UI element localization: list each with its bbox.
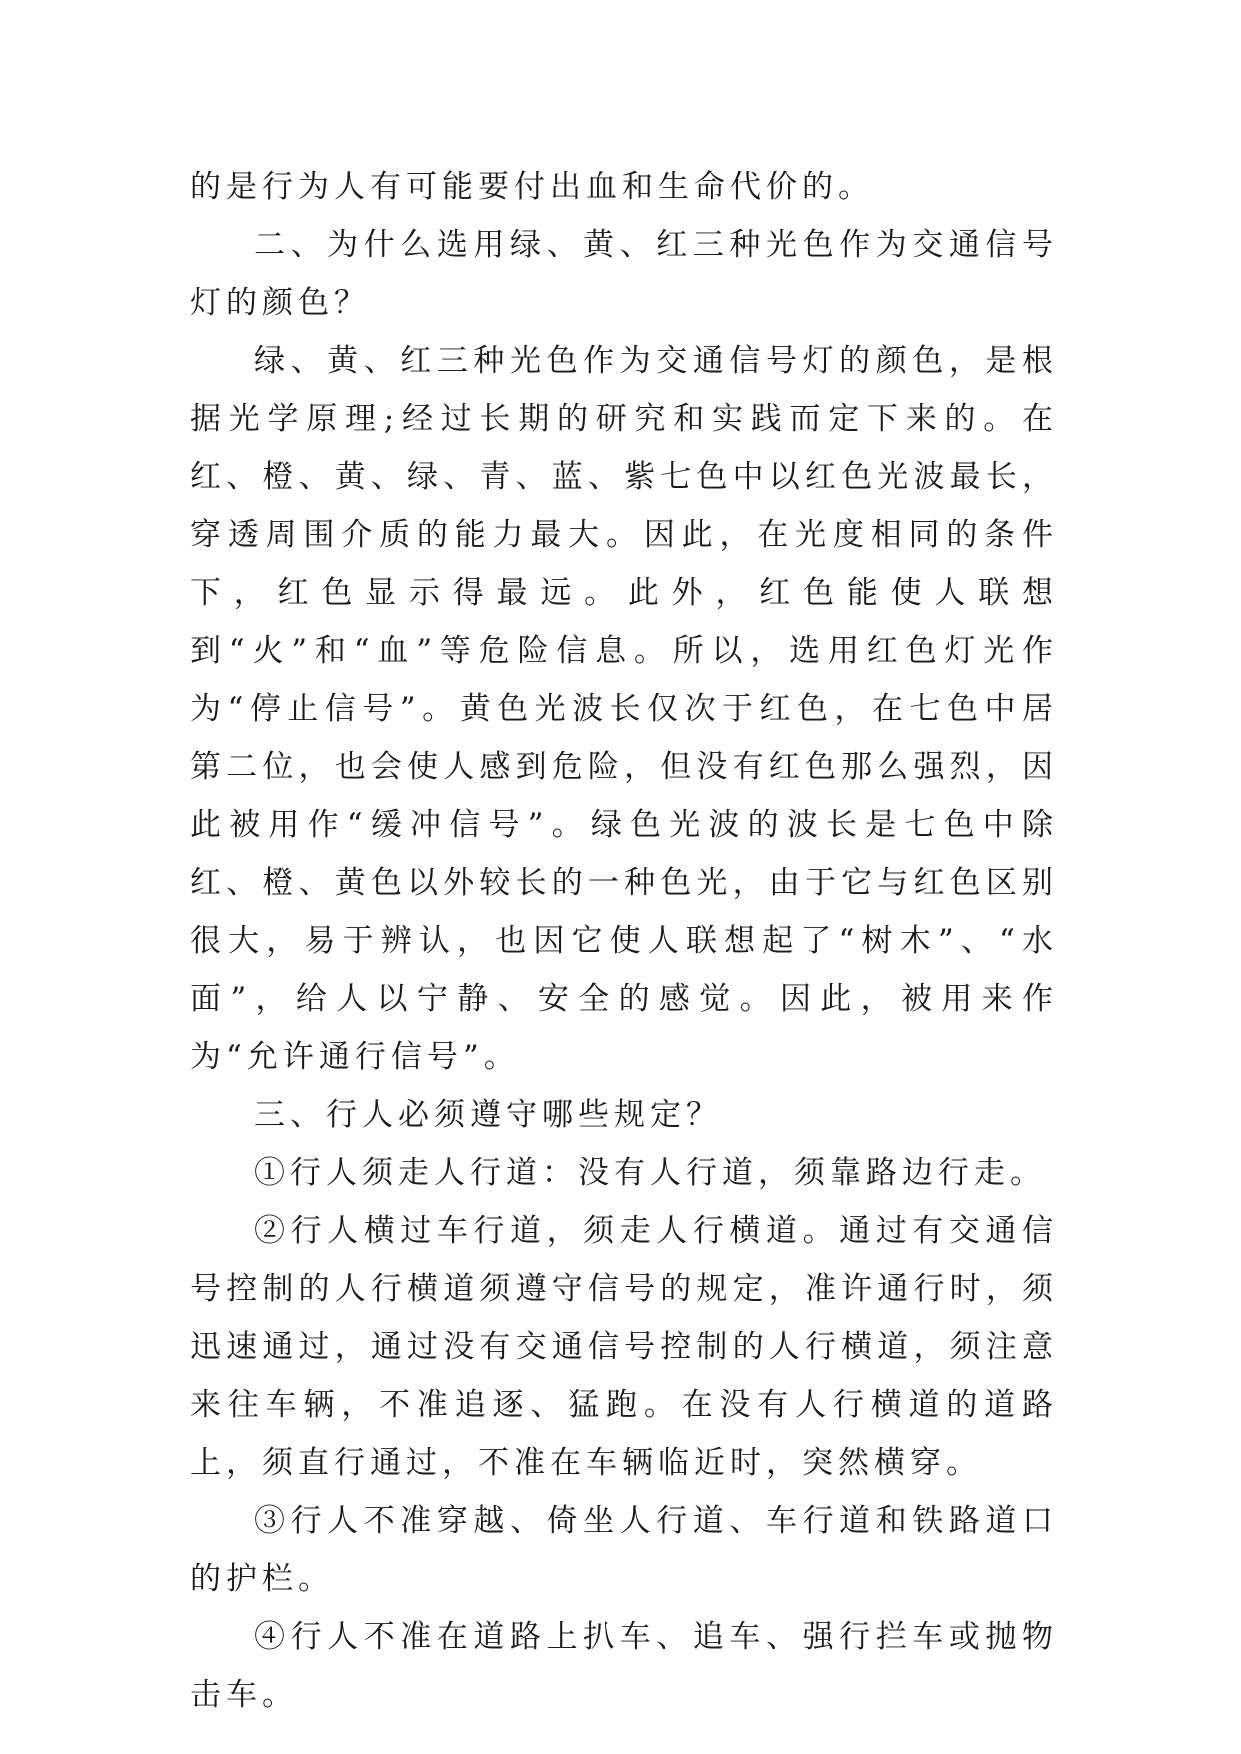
document-body — [190, 158, 1058, 1724]
rule-item-3: ③行人不准穿越、倚坐人行道、车行道和铁路道口的护栏。 — [190, 1503, 1058, 1597]
paragraph-continuation: 的是行为人有可能要付出血和生命代价的。 — [190, 169, 874, 205]
heading-section-2: 二、为什么选用绿、黄、红三种光色作为交通信号灯的颜色？ — [190, 227, 1058, 321]
rule-item-1: ①行人须走人行道：没有人行道，须靠路边行走。 — [254, 1155, 1046, 1191]
rule-item-2: ②行人横过车行道，须走人行横道。通过有交通信号控制的人行横道须遵守信号的规定，准许通行时，须迅速通过，通过没有交通信号控制的人行横道，须注意来往车辆，不准追逐、猛跑。在没有人行横道的道路上，须直行通过，不准在车辆临近时，突然横穿。 — [190, 1213, 1058, 1481]
paragraph-signal-colors: 绿、黄、红三种光色作为交通信号灯的颜色，是根据光学原理;经过长期的研究和实践而定下来的。在红、橙、黄、绿、青、蓝、紫七色中以红色光波最长，穿透周围介质的能力最大。因此，在光度相同的条件下，红色显示得最远。此外，红色能使人联想到“火”和“血”等危险信息。所以，选用红色灯光作为“停止信号”。黄色光波长仅次于红色，在七色中居第二位，也会使人感到危险，但没有红色那么强烈，因此被用作“缓冲信号”。绿色光波的波长是七色中除红、橙、黄色以外较长的一种色光，由于它与红色区别很大，易于辨认，也因它使人联想起了“树木”、“水面”，给人以宁静、安全的感觉。因此，被用来作为“允许通行信号”。 — [190, 343, 1058, 1075]
heading-section-3: 三、行人必须遵守哪些规定？ — [254, 1097, 722, 1133]
rule-item-4: ④行人不准在道路上扒车、追车、强行拦车或抛物击车。 — [190, 1619, 1058, 1713]
